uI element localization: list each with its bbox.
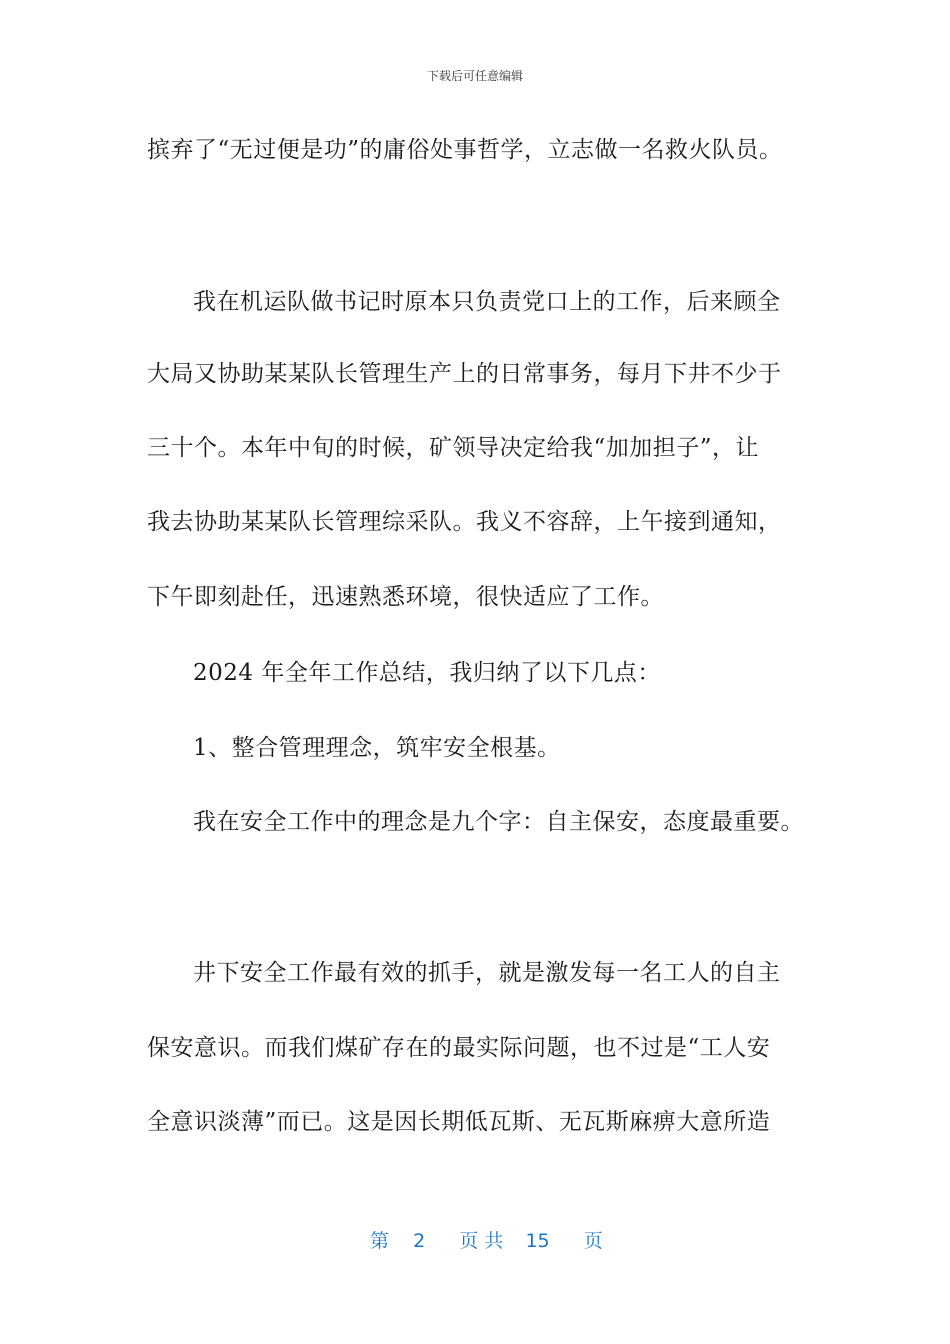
footer-page-number: 2: [413, 1230, 426, 1252]
text-line-6: 下午即刻赴任，迅速熟悉环境，很快适应了工作。: [147, 584, 664, 610]
text-line-1: 摈弃了“无过便是功”的庸俗处事哲学，立志做一名救火队员。: [147, 137, 783, 163]
footer-prefix: 第: [370, 1230, 390, 1252]
page-header: 下载后可任意编辑: [426, 69, 523, 83]
footer-suffix: 页: [583, 1230, 603, 1252]
text-line-9: 我在安全工作中的理念是九个字：自主保安，态度最重要。: [193, 809, 804, 835]
section-heading: 1、整合管理理念，筑牢安全根基。: [193, 735, 561, 761]
page-footer: [370, 1226, 603, 1253]
text-line-7: 2024 年全年工作总结，我归纳了以下几点：: [193, 660, 661, 686]
text-line-11: 保安意识。而我们煤矿存在的最实际问题，也不过是“工人安: [147, 1035, 771, 1061]
text-line-10: 井下安全工作最有效的抓手，就是激发每一名工人的自主: [193, 960, 781, 986]
text-line-4: 三十个。本年中旬的时候，矿领导决定给我“加加担子”，让: [147, 435, 760, 461]
footer-total-pages: 15: [525, 1230, 550, 1252]
footer-middle: 页 共: [459, 1230, 504, 1252]
text-line-12: 全意识淡薄”而已。这是因长期低瓦斯、无瓦斯麻痹大意所造: [147, 1109, 771, 1135]
text-line-2: 我在机运队做书记时原本只负责党口上的工作，后来顾全: [193, 289, 781, 315]
text-line-3: 大局又协助某某队长管理生产上的日常事务，每月下井不少于: [147, 361, 782, 387]
text-line-5: 我去协助某某队长管理综采队。我义不容辞，上午接到通知，: [147, 509, 782, 535]
